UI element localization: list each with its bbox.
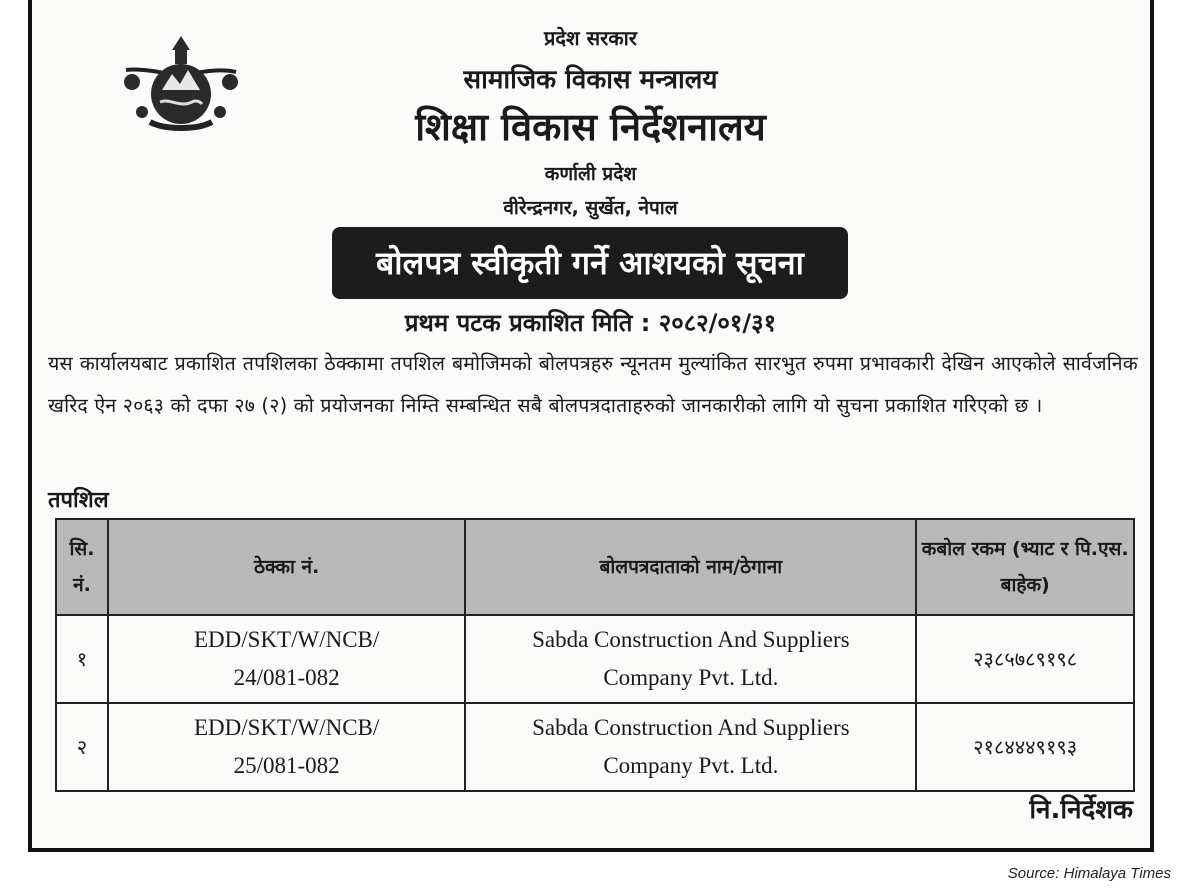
row-amount: २१८४४४९१९३ [916,703,1134,791]
province-label: कर्णाली प्रदेश [544,163,637,185]
bidder-line2: Company Pvt. Ltd. [603,753,779,778]
header-sn: सि. नं. [56,519,108,615]
row-bidder [465,703,916,791]
row-sn: २ [56,703,108,791]
schedule-table [55,518,1135,792]
source-credit: Source: Himalaya Times [1007,865,1171,882]
contract-line1: EDD/SKT/W/NCB/ [194,715,380,740]
bidder-line2: Company Pvt. Ltd. [603,665,779,690]
signoff: नि.निर्देशक [1029,795,1133,825]
directorate-title: शिक्षा विकास निर्देशनालय [415,105,766,149]
row-sn: १ [56,615,108,703]
bidder-line1: Sabda Construction And Suppliers [532,627,850,652]
notice-title-banner: बोलपत्र स्वीकृती गर्ने आशयको सूचना [332,227,848,299]
row-bidder [465,615,916,703]
header-amount: कबोल रकम (भ्याट र पि.एस. बाहेक) [916,519,1134,615]
schedule-label: तपशिल [48,488,109,513]
table-header-row [56,519,1134,615]
row-amount: २३८५७८९१९८ [916,615,1134,703]
contract-line2: 25/081-082 [233,753,340,778]
ministry-label: सामाजिक विकास मन्त्रालय [463,65,718,95]
government-label: प्रदेश सरकार [544,26,637,50]
table-row [56,703,1134,791]
header-bidder: बोलपत्रदाताको नाम/ठेगाना [465,519,916,615]
bidder-line1: Sabda Construction And Suppliers [532,715,850,740]
row-contract [108,703,465,791]
table-row [56,615,1134,703]
publication-date: प्रथम पटक प्रकाशित मिति : २०८२/०१/३१ [404,309,777,337]
contract-line1: EDD/SKT/W/NCB/ [194,627,380,652]
address-label: वीरेन्द्रनगर, सुर्खेत, नेपाल [503,197,678,219]
contract-line2: 24/081-082 [233,665,340,690]
header-contract: ठेक्का नं. [108,519,465,615]
notice-body: यस कार्यालयबाट प्रकाशित तपशिलका ठेक्कामा तपशिल बमोजिमको बोलपत्रहरु न्यूनतम मुल्यांकित सारभुत रुपमा प्रभावकारी देखिन आएकोले सार्वजनिक खरिद ऐन २०६३ को दफा २७ (२) को प्रयोजनका निम्ति सम्बन्धित सबै बोलपत्रदाताहरुको जानकारीको लागि यो सुचना प्रकाशित गरिएको छ । [48,352,1138,417]
row-contract [108,615,465,703]
